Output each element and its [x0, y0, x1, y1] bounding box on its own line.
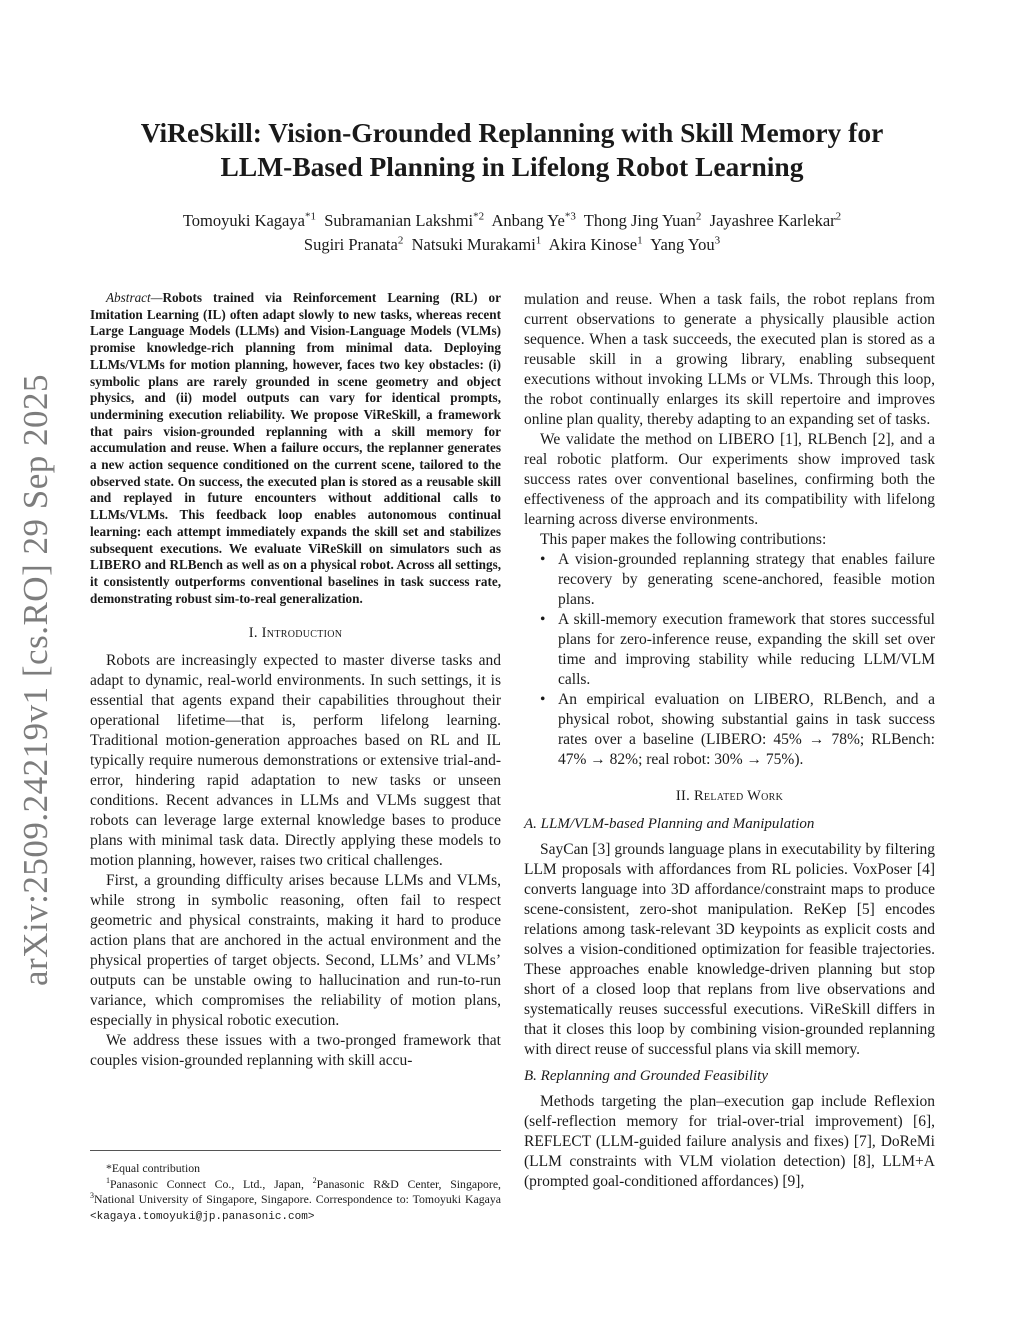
list-item: • A skill-memory execution framework that stores successful plans for zero-inference reuse, expanding the skill set over time and improving stability while reducing LLM/VLM calls.: [540, 611, 935, 688]
author-name: Subramanian Lakshmi: [324, 211, 474, 230]
author-name: Thong Jing Yuan: [583, 211, 696, 230]
author-mark: *2: [473, 210, 485, 223]
footnote-affiliations: $^1$Panasonic Connect Co., Ltd., Japan, $^2$Panasonic R&D Center, Singapore, $^3$National University of Singapore, Singapore. Correspondence to: Tomoyuki Kagaya <kagaya.tomoyuki@jp.panasonic.com>: [90, 1175, 502, 1223]
author-mark: 2: [397, 234, 404, 247]
paragraph: This paper makes the following contributions:: [540, 531, 827, 548]
paper-title: [90, 116, 934, 184]
author-name: Sugiri Pranata: [303, 235, 398, 254]
correspondence-email[interactable]: <kagaya.tomoyuki@jp.panasonic.com>: [90, 1210, 315, 1223]
author-mark: 1: [535, 234, 542, 247]
footnotes: [90, 1150, 501, 1225]
bullet-icon: •: [540, 691, 546, 708]
subsection-heading-a: A. LLM/VLM-based Planning and Manipulation: [524, 816, 815, 832]
subsection-heading-b: B. Replanning and Grounded Feasibility: [524, 1068, 768, 1084]
author-line-1: [90, 209, 934, 233]
paragraph: Methods targeting the plan–execution gap include Reflexion (self-reflection memory for trial-over-trial improvement) [6], REFLECT (LLM-guided failure analysis and fixes) [7], DoReMi (LLM constraints with VLM violation detection) [8], LLM+A (prompted goal-conditioned affordances) [9],: [524, 1093, 935, 1190]
paragraph: First, a grounding difficulty arises because LLMs and VLMs, while strong in symbolic reasoning, often fail to respect geometric and physical constraints, making it hard to produce action plans that are anchored in the actual environment and the physical properties of target objects. Second, LLMs’ and VLMs’ outputs can be unstable owing to hallucination and run-to-run variance, which compromises the reliability of motion plans, especially in physical robotic execution.: [90, 872, 501, 1030]
contribution-list: [524, 550, 935, 770]
author-name: Natsuki Murakami: [411, 235, 536, 254]
author-mark: *3: [564, 210, 576, 223]
title-line-1: ViReSkill: Vision-Grounded Replanning with Skill Memory for: [140, 117, 884, 148]
bullet-icon: •: [540, 611, 546, 628]
author-mark: 2: [835, 210, 842, 223]
arxiv-id: arXiv:2509.24219v1 [cs.RO] 29 Sep 2025: [16, 373, 56, 987]
section-heading-related-work: II. Related Work: [675, 788, 784, 804]
paragraph: We validate the method on LIBERO [1], RLBench [2], and a real robotic platform. Our experiments show improved task success rates over conventional baselines, confirming both the effectiveness of the approach and its compatibility with lifelong learning across diverse environments.: [524, 431, 935, 528]
paragraph: SayCan [3] grounds language plans in executability by filtering LLM proposals with affordances from RL policies. VoxPoser [4] converts language into 3D affordance/constraint maps to produce scene-consistent, zero-shot manipulation. ReKep [5] encodes relations among task-relevant 3D keypoints as explicit costs and solves a vision-conditioned optimization for feasible trajectories. These approaches enable knowledge-driven planning but stop short of a closed loop that replans from live observations and systematically reuses successful executions. ViReSkill differs in that it closes this loop by combining vision-grounded replanning with direct reuse of successful plans via skill memory.: [524, 841, 935, 1058]
paragraph: We address these issues with a two-pronged framework that couples vision-grounded replanning with skill accu-: [90, 1032, 501, 1070]
abstract-label: Abstract: [106, 290, 151, 305]
title-line-2: LLM-Based Planning in Lifelong Robot Learning: [220, 151, 804, 182]
bullet-icon: •: [540, 551, 546, 568]
author-list: [90, 209, 934, 257]
list-item: • An empirical evaluation on LIBERO, RLBench, and a physical robot, showing substantial gains in task success rates over a baseline (LIBERO: 45% → 78%; RLBench: 47% → 82%; real robot: 30% → 75%).: [540, 691, 935, 768]
author-mark: 1: [637, 234, 643, 247]
author-name: Yang You: [650, 235, 715, 254]
right-column: [524, 290, 935, 1192]
author-name: Akira Kinose: [548, 235, 638, 254]
footnote-equal: *Equal contribution: [106, 1161, 201, 1175]
author-name: Anbang Ye: [491, 211, 565, 230]
arxiv-stamp: [16, 370, 56, 990]
author-mark: 3: [714, 234, 721, 247]
author-name: Jayashree Karlekar: [709, 211, 836, 230]
abstract-text: Robots trained via Reinforcement Learning (RL) or Imitation Learning (IL) often adapt slowly to new tasks, whereas recent Large Language Models (LLMs) and Vision-Language Models (VLMs) promise knowledge-rich planning from minimal data. Deploying LLMs/VLMs for motion planning, however, faces two key obstacles: (i) symbolic plans are rarely grounded in scene geometry and object physics, and (ii) model outputs can vary for identical prompts, undermining execution reliability. We propose ViReSkill, a framework that pairs vision-grounded replanning with a skill memory for accumulation and reuse. When a failure occurs, the replanner generates a new action sequence conditioned on the current scene, tailored to the observed state. On success, the executed plan is stored as a reusable skill and replayed in future encounters without additional calls to LLMs/VLMs. This feedback loop enables autonomous continual learning: each attempt immediately expands the skill set and stabilizes subsequent executions. We evaluate ViReSkill on simulators such as LIBERO and RLBench as well as on a physical robot. Across all settings, it consistently outperforms conventional baselines in task success rate, demonstrating robust sim-to-real generalization.: [90, 290, 501, 606]
left-column: [90, 290, 501, 1071]
paragraph-continued: mulation and reuse. When a task fails, the robot replans from current observations to generate a physically plausible action sequence. When a task succeeds, the executed plan is stored as a reusable skill in a growing library, enabling subsequent executions without invoking LLMs or VLMs. Through this loop, the robot continually enlarges its skill repertoire and improves online plan quality, thereby adapting to an expanding set of tasks.: [524, 291, 935, 428]
author-mark: *1: [304, 210, 316, 223]
paragraph: Robots are increasingly expected to master diverse tasks and adapt to dynamic, real-world environments. In such settings, it is essential that agents expand their capabilities throughout their operational lifetime—that is, perform lifelong learning. Traditional motion-generation approaches based on RL and IL typically require numerous demonstrations or extensive trial-and-error, hindering rapid adaptation to new tasks or unseen conditions. Recent advances in LLMs and VLMs suggest that robots can leverage large external knowledge bases to produce plans with minimal task data. Directly applying these models to motion planning, however, raises two critical challenges.: [90, 652, 501, 870]
author-name: Tomoyuki Kagaya: [182, 211, 305, 230]
author-line-2: [90, 233, 934, 257]
author-mark: 2: [695, 210, 702, 223]
list-item: • A vision-grounded replanning strategy that enables failure recovery by generating scene-anchored, feasible motion plans.: [540, 551, 935, 608]
section-heading-introduction: I. Introduction: [248, 625, 343, 642]
abstract: Abstract—Robots trained via Reinforcement Learning (RL) or Imitation Learning (IL) often adapt slowly to new tasks, whereas recent Large Language Models (LLMs) and Vision-Language Models (VLMs) promise knowledge-rich planning from minimal data. Deploying LLMs/VLMs for motion planning, however, faces two key obstacles: (i) symbolic plans are rarely grounded in scene geometry and object physics, and (ii) model outputs can vary for identical prompts, undermining execution reliability. We propose ViReSkill, a framework that pairs vision-grounded replanning with a skill memory for accumulation and reuse. When a failure occurs, the replanner generates a new action sequence conditioned on the current scene, tailored to the observed state. On success, the executed plan is stored as a reusable skill and replayed in future encounters without additional calls to LLMs/VLMs. This feedback loop enables autonomous continual learning: each attempt immediately expands the skill set and stabilizes subsequent executions. We evaluate ViReSkill on simulators such as LIBERO and RLBench as well as on a physical robot. Across all settings, it consistently outperforms conventional baselines in task success rate, demonstrating robust sim-to-real generalization.: [90, 290, 501, 606]
